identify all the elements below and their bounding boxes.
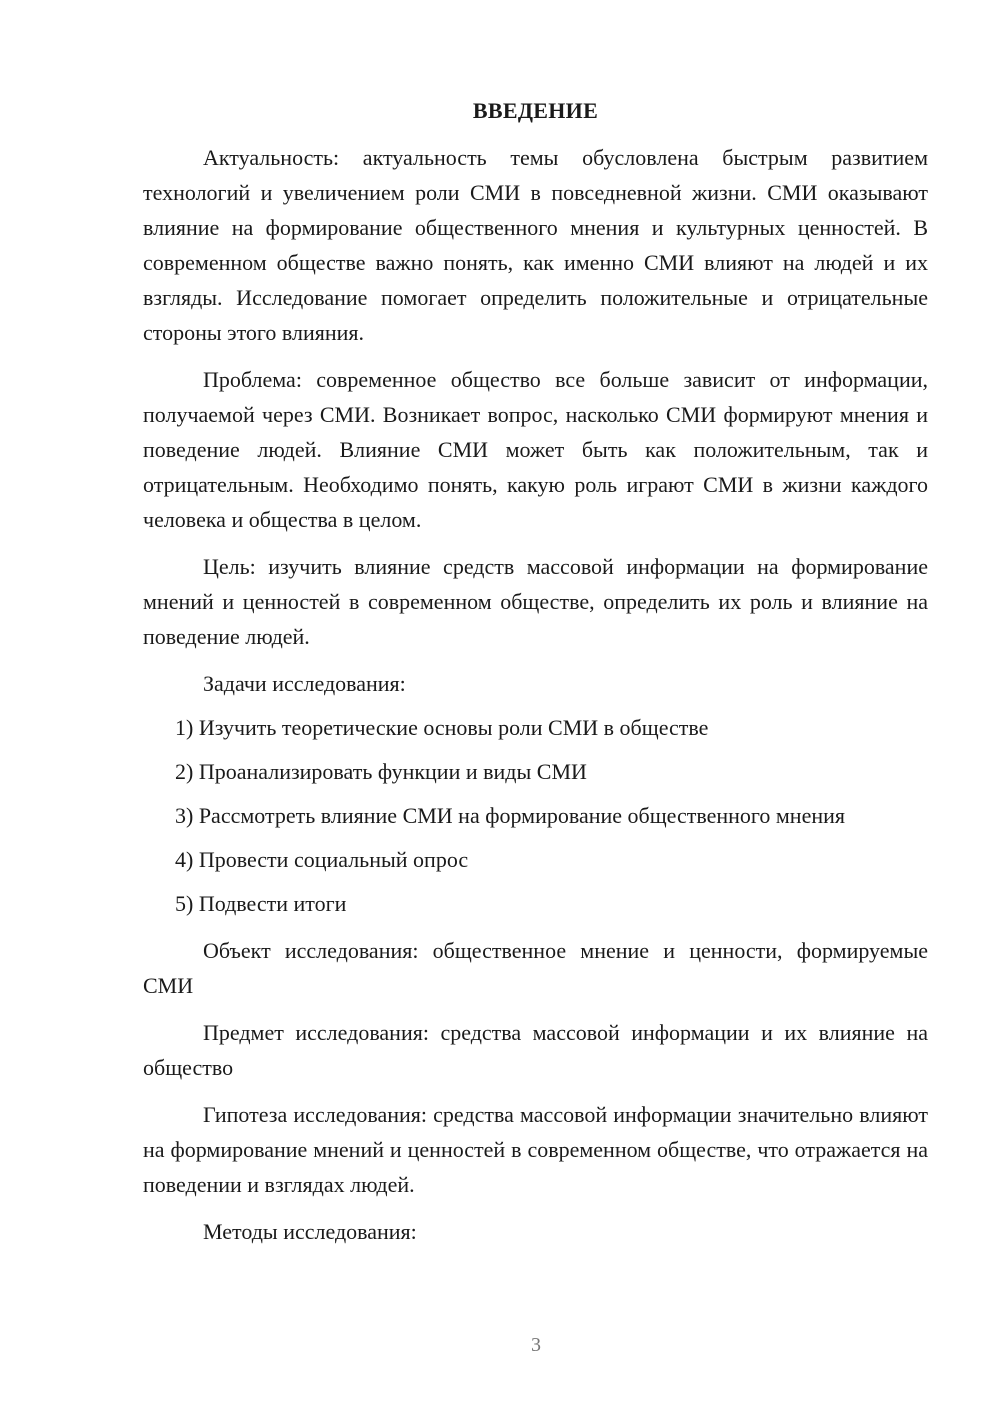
tasks-heading: Задачи исследования: [203,671,406,696]
object-paragraph: Объект исследования: общественное мнение и ценности, формируемые СМИ [143,938,928,998]
document-body [143,93,928,1249]
problem-paragraph: Проблема: современное общество все больше зависит от информации, получаемой через СМИ. Возникает вопрос, насколько СМИ формируют мнения и поведение людей. Влияние СМИ может быть как положительным, так и отрицательным. Необходимо понять, какую роль играют СМИ в жизни каждого человека и общества в целом. [143,367,928,532]
hypothesis-paragraph: Гипотеза исследования: средства массовой информации значительно влияют на формирование мнений и ценностей в современном обществе, что отражается на поведении и взглядах людей. [143,1102,928,1197]
task-item: 5) Подвести итоги [175,891,347,916]
goal-paragraph: Цель: изучить влияние средств массовой информации на формирование мнений и ценностей в современном обществе, определить их роль и влияние на поведение людей. [143,554,928,649]
page-number: 3 [531,1334,541,1356]
subject-paragraph: Предмет исследования: средства массовой информации и их влияние на общество [143,1020,928,1080]
task-item: 3) Рассмотреть влияние СМИ на формирование общественного мнения [175,803,846,828]
task-item: 4) Провести социальный опрос [175,847,469,872]
task-item: 1) Изучить теоретические основы роли СМИ в обществе [175,715,709,740]
relevance-paragraph: Актуальность: актуальность темы обусловлена быстрым развитием технологий и увеличением роли СМИ в повседневной жизни. СМИ оказывают влияние на формирование общественного мнения и культурных ценностей. В современном обществе важно понять, как именно СМИ влияют на людей и их взгляды. Исследование помогает определить положительные и отрицательные стороны этого влияния. [143,145,928,345]
section-title: ВВЕДЕНИЕ [472,98,599,123]
task-item: 2) Проанализировать функции и виды СМИ [175,759,587,784]
methods-heading: Методы исследования: [203,1219,417,1244]
